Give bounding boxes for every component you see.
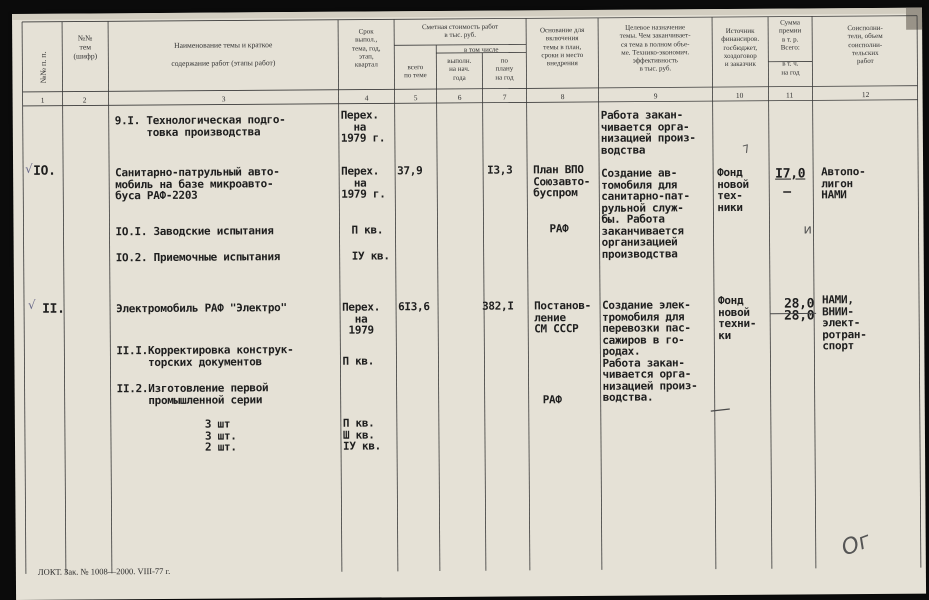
header-col1: №№ п. п. bbox=[38, 51, 48, 84]
row-11-1-name: II.I.Корректировка конструк- торских документов bbox=[116, 343, 294, 369]
col-number-4: 4 bbox=[364, 93, 369, 103]
row-10-2-name: IO.2. Приемочные испытания bbox=[115, 250, 281, 265]
row-11-2-quantities: 3 шт 3 шт. 2 шт. bbox=[204, 417, 237, 454]
printer-footer: ЛОКТ. Зак. № 1008—2000. VIII-77 г. bbox=[37, 565, 171, 577]
row-10-coexecutors: Автопо- лигон НАМИ bbox=[821, 165, 866, 202]
header-col6: выполн. на нач. года bbox=[447, 56, 472, 82]
row-10-funding: Фонд новой тех- ники bbox=[717, 165, 749, 214]
row-10-1-term: П кв. bbox=[351, 223, 384, 237]
row-11-term: Перех. на 1979 bbox=[342, 300, 381, 337]
col-number-6: 6 bbox=[457, 92, 462, 102]
header-col2: №№ тем (шифр) bbox=[73, 33, 98, 61]
row-10-name: Санитарно-патрульный авто- мобиль на базе микроавто- буса РАФ-2203 bbox=[115, 165, 280, 203]
row-11-bonus-total: 28,0 bbox=[783, 296, 815, 312]
row-11-name: Электромобиль РАФ "Электро" bbox=[116, 301, 287, 316]
row-11-2-name: II.2.Изготовление первой промышленной серии bbox=[116, 381, 269, 407]
checkmark-row-11: √ bbox=[27, 297, 36, 312]
row-11-purpose: Создание элек- тромобиля для перевозки пас- сажиров в го- родах. Работа закан- чивается орга- низацией произ- водства. bbox=[602, 298, 698, 404]
col-number-2: 2 bbox=[82, 95, 87, 105]
row-11-number: II. bbox=[42, 301, 65, 317]
row-10-basis-place: РАФ bbox=[549, 222, 569, 236]
col-number-7: 7 bbox=[502, 92, 507, 102]
checkmark-row-10: √ bbox=[25, 161, 33, 176]
col-number-12: 12 bbox=[861, 90, 870, 100]
header-col7: по плану на год bbox=[495, 56, 514, 82]
header-col67-group: в том числе bbox=[463, 45, 499, 54]
row-9-1-purpose: Работа закан- чивается орга- низацией произ- водства bbox=[600, 108, 696, 157]
col-number-11: 11 bbox=[785, 90, 794, 100]
row-10-1-name: IO.I. Заводские испытания bbox=[115, 224, 274, 239]
pen-strokes bbox=[12, 8, 926, 600]
row-11-total-cost: 6I3,6 bbox=[398, 300, 430, 314]
col-number-10: 10 bbox=[735, 90, 744, 100]
row-9-1-term: Перех. на 1979 г. bbox=[340, 108, 386, 145]
row-11-2-terms: П кв. Ш кв. IУ кв. bbox=[342, 416, 382, 453]
row-10-plan-year: I3,3 bbox=[487, 163, 513, 177]
row-11-basis-place: РАФ bbox=[542, 393, 562, 407]
handwritten-mark-7: 7 bbox=[741, 142, 752, 157]
header-col12: Соисполни- тели, объем соисполни- тельских работ bbox=[847, 23, 883, 66]
col-number-8: 8 bbox=[560, 92, 565, 102]
row-11-bonus-year: 28,0 bbox=[784, 308, 815, 324]
header-col5-group: Сметная стоимость работ в тыс. руб. bbox=[421, 22, 499, 40]
row-11-1-term: П кв. bbox=[342, 354, 375, 368]
row-10-total-cost: 37,9 bbox=[397, 164, 423, 178]
row-11-coexecutors: НАМИ, ВНИИ- элект- ротран- спорт bbox=[821, 293, 867, 353]
row-10-number: IO. bbox=[33, 163, 56, 179]
col-number-3: 3 bbox=[221, 94, 226, 104]
col-number-1: 1 bbox=[40, 95, 45, 105]
row-11-basis: Постанов- ление СМ СССР bbox=[534, 298, 592, 336]
row-10-basis: План ВПО Союзавто- буспром bbox=[533, 163, 591, 200]
handwritten-initials: Ог bbox=[838, 527, 875, 562]
handwritten-mark-i: и bbox=[803, 222, 813, 238]
col-number-9: 9 bbox=[653, 91, 658, 101]
row-11-funding: Фонд новой техни- ки bbox=[717, 293, 757, 342]
header-col9: Целевое назначение темы. Чем заканчивает- ся тема в полном объе- ме. Технико-экономич. эффективность в тыс. руб. bbox=[619, 23, 691, 74]
col-number-5: 5 bbox=[413, 93, 418, 103]
header-col11: Сумма премии в т. р. Всего: в т. ч. на год bbox=[778, 18, 802, 77]
header-col10: Источник финансиров. госбюджет, хоздоговор и заказчик bbox=[721, 26, 760, 69]
header-col8: Основание для включения темы в план, сроки и место внедрения bbox=[539, 26, 585, 68]
row-9-1-name: 9.I. Технологическая подго- товка производства bbox=[114, 113, 286, 139]
header-col4: Срок выпол., тема, год, этап, квартал bbox=[351, 27, 381, 69]
row-10-2-term: IУ кв. bbox=[351, 249, 390, 263]
row-11-plan-year: 382,I bbox=[482, 299, 514, 313]
row-10-term: Перех. на 1979 г. bbox=[341, 164, 386, 201]
header-col3: Наименование темы и краткое содержание работ (этапы работ) bbox=[171, 40, 276, 68]
header-col5: всего по теме bbox=[404, 63, 427, 80]
row-10-bonus-year: — bbox=[783, 184, 791, 200]
row-10-purpose: Создание ав- томобиля для санитарно-пат- рульной служ- бы. Работа заканчивается организацией производства bbox=[601, 166, 690, 261]
row-10-bonus-total: I7,0 bbox=[775, 166, 806, 182]
archival-form-sheet bbox=[12, 8, 926, 600]
